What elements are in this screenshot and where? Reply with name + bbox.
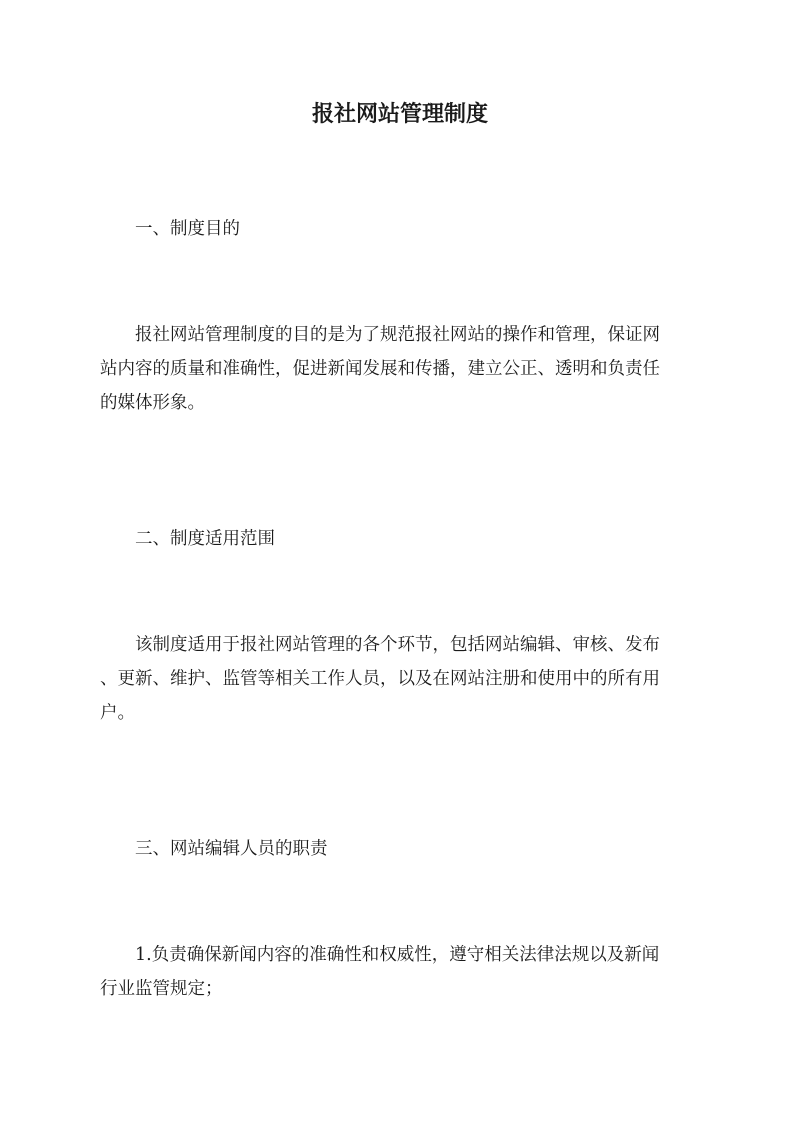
paragraph-line: 1.负责确保新闻内容的准确性和权威性，遵守相关法律法规以及新闻 [135, 945, 660, 965]
section-paragraph-purpose [100, 321, 700, 423]
paragraph-line: 站内容的质量和准确性，促进新闻发展和传播，建立公正、透明和负责任 [100, 359, 660, 379]
section-paragraph-scope [100, 631, 700, 733]
paragraph-line: 、更新、维护、监管等相关工作人员，以及在网站注册和使用中的所有用 [100, 669, 660, 689]
section-heading-editor-duties: 三、网站编辑人员的职责 [135, 839, 328, 859]
paragraph-line: 该制度适用于报社网站管理的各个环节，包括网站编辑、审核、发布 [135, 635, 660, 655]
section-paragraph-editor-duties [100, 941, 700, 1009]
document-title: 报社网站管理制度 [311, 101, 488, 127]
paragraph-line: 户。 [100, 703, 135, 723]
section-heading-purpose: 一、制度目的 [135, 219, 240, 239]
section-heading-scope: 二、制度适用范围 [135, 529, 275, 549]
paragraph-line: 报社网站管理制度的目的是为了规范报社网站的操作和管理，保证网 [135, 325, 660, 345]
paragraph-line: 行业监管规定； [100, 979, 223, 999]
paragraph-line: 的媒体形象。 [100, 393, 205, 413]
